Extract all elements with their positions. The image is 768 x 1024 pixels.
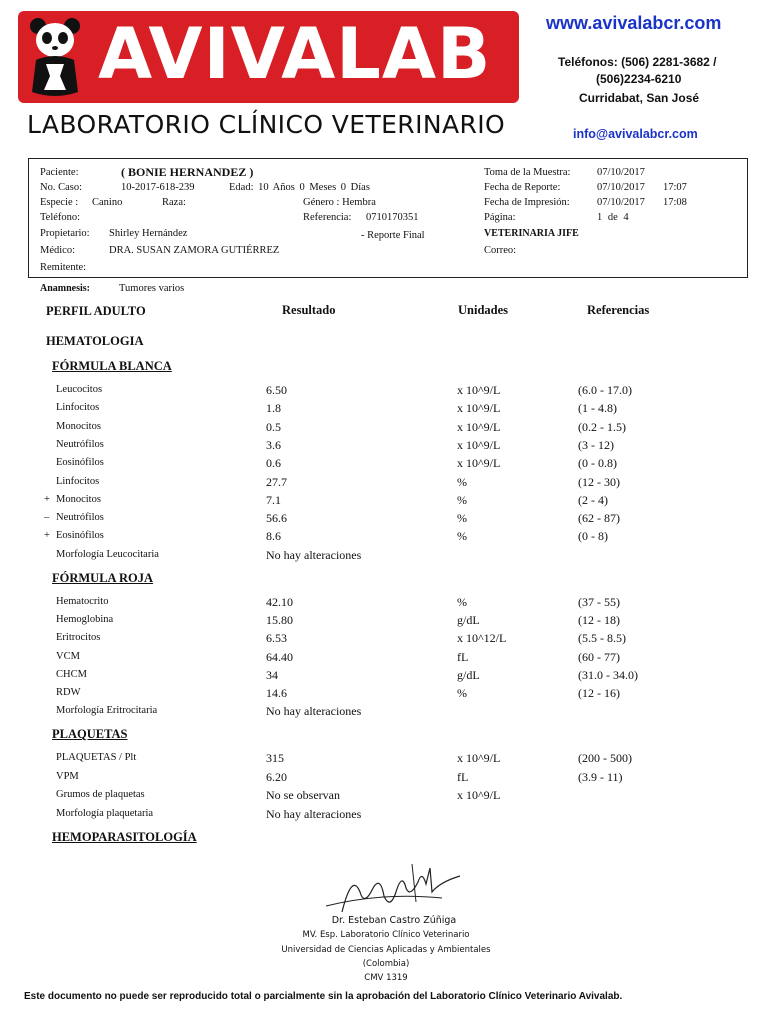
- raza-label: Raza:: [162, 197, 186, 208]
- result-name: VCM: [56, 650, 80, 662]
- result-name: Hemoglobina: [56, 614, 114, 626]
- result-name: Monocitos: [56, 420, 101, 432]
- anamnesis-value: Tumores varios: [119, 283, 185, 294]
- medico-value: DRA. SUSAN ZAMORA GUTIÉRREZ: [109, 245, 280, 256]
- signature-name: Dr. Esteban Castro Zúñiga: [331, 915, 457, 926]
- propietario-value: Shirley Hernández: [109, 228, 188, 239]
- result-reference: (31.0 - 34.0): [578, 667, 638, 682]
- result-name: Morfología plaquetaria: [56, 807, 154, 819]
- formula-roja-title: FÓRMULA ROJA: [52, 571, 154, 585]
- result-unit: x 10^9/L: [457, 437, 501, 452]
- signature-line-2: Universidad de Ciencias Aplicadas y Ambientales: [281, 945, 491, 955]
- fecha-reporte-time: 17:07: [663, 182, 687, 193]
- result-value: 3.6: [266, 437, 281, 452]
- phone-line-1: Teléfonos: (506) 2281-3682 /: [558, 55, 717, 69]
- toma-label: Toma de la Muestra:: [484, 167, 571, 178]
- result-name: Leucocitos: [56, 384, 103, 395]
- result-unit: %: [457, 511, 467, 526]
- result-name: Linfocitos: [56, 402, 100, 414]
- veterinaria-name: VETERINARIA JIFE: [484, 228, 579, 239]
- email-link[interactable]: info@avivalabcr.com: [573, 127, 698, 141]
- referencia-label: Referencia:: [303, 212, 352, 223]
- result-name: Eosinófilos: [56, 457, 104, 469]
- footer-disclaimer: Este documento no puede ser reproducido total o parcialmente sin la aprobación del Laboratorio Clínico Veterinario Avivalab.: [24, 991, 623, 1002]
- result-flag: –: [44, 512, 50, 524]
- result-unit: %: [457, 474, 467, 489]
- panda-logo-icon: [26, 16, 84, 100]
- handwritten-signature: [322, 862, 462, 920]
- result-name: CHCM: [56, 668, 87, 680]
- result-value: 6.53: [266, 631, 287, 646]
- result-name: RDW: [56, 687, 81, 698]
- result-reference: (12 - 18): [578, 613, 620, 628]
- result-value: 15.80: [266, 613, 293, 628]
- result-reference: (37 - 55): [578, 595, 620, 609]
- result-reference: (5.5 - 8.5): [578, 631, 626, 646]
- result-name: Neutrófilos: [56, 512, 104, 524]
- result-value: 64.40: [266, 649, 293, 664]
- column-perfil: PERFIL ADULTO: [46, 304, 146, 318]
- fecha-impresion-label: Fecha de Impresión:: [484, 197, 570, 208]
- edad: Edad: 10 Años 0 Meses 0 Días: [229, 182, 370, 193]
- phone-line-2: (506)2234-6210: [596, 72, 682, 86]
- result-name: Eritrocitos: [56, 632, 101, 644]
- result-unit: x 10^9/L: [457, 456, 501, 471]
- result-reference: (12 - 30): [578, 474, 620, 489]
- result-unit: g/dL: [457, 613, 480, 628]
- lab-subtitle: LABORATORIO CLÍNICO VETERINARIO: [27, 110, 506, 139]
- column-unidades: Unidades: [458, 303, 509, 317]
- result-value: 8.6: [266, 529, 281, 544]
- result-value: 14.6: [266, 686, 287, 700]
- result-value: 0.6: [266, 456, 281, 471]
- reporte-final: - Reporte Final: [361, 230, 425, 241]
- result-reference: (2 - 4): [578, 492, 608, 507]
- result-reference: (0 - 0.8): [578, 456, 617, 471]
- result-unit: x 10^12/L: [457, 631, 507, 646]
- paciente-label: Paciente:: [40, 167, 79, 178]
- result-unit: x 10^9/L: [457, 401, 501, 416]
- signature-line-1: MV. Esp. Laboratorio Clínico Veterinario: [302, 930, 470, 940]
- result-unit: %: [457, 529, 467, 544]
- fecha-reporte-label: Fecha de Reporte:: [484, 182, 561, 193]
- fecha-reporte-date: 07/10/2017: [597, 182, 645, 193]
- especie-value: Canino: [92, 197, 123, 208]
- result-value: 0.5: [266, 419, 281, 434]
- result-unit: fL: [457, 769, 469, 784]
- result-unit: x 10^9/L: [457, 419, 501, 434]
- result-value: 7.1: [266, 492, 281, 507]
- correo-label: Correo:: [484, 245, 517, 256]
- result-value: 34: [266, 667, 278, 682]
- result-value: 6.50: [266, 383, 287, 397]
- anamnesis-label: Anamnesis:: [40, 283, 91, 294]
- result-value: No hay alteraciones: [266, 547, 362, 562]
- result-name: Morfología Leucocitaria: [56, 548, 159, 560]
- result-reference: (0 - 8): [578, 529, 608, 544]
- pagina-label: Página:: [484, 212, 516, 223]
- result-reference: (62 - 87): [578, 511, 620, 526]
- column-resultado: Resultado: [282, 303, 336, 317]
- fecha-impresion-date: 07/10/2017: [597, 197, 645, 208]
- website-link[interactable]: www.avivalabcr.com: [546, 13, 722, 33]
- toma-value: 07/10/2017: [597, 167, 645, 178]
- result-name: Morfología Eritrocitaria: [56, 705, 158, 717]
- result-unit: fL: [457, 649, 469, 664]
- formula-blanca-title: FÓRMULA BLANCA: [52, 359, 172, 373]
- result-value: 42.10: [266, 595, 293, 609]
- fecha-impresion-time: 17:08: [663, 197, 687, 208]
- result-value: 6.20: [266, 769, 287, 784]
- remitente-label: Remitente:: [40, 262, 87, 273]
- referencia-value: 0710170351: [366, 212, 419, 223]
- signature-line-4: CMV 1319: [364, 973, 408, 983]
- hemoparasitologia-title: HEMOPARASITOLOGÍA: [52, 830, 197, 844]
- plaquetas-title: PLAQUETAS: [52, 727, 128, 741]
- result-reference: (200 - 500): [578, 751, 632, 765]
- result-reference: (3.9 - 11): [578, 769, 623, 784]
- paciente-value: ( BONIE HERNANDEZ ): [121, 165, 254, 179]
- result-value: No hay alteraciones: [266, 806, 362, 821]
- brand-name: AVIVALAB: [98, 13, 492, 95]
- genero: Género : Hembra: [303, 197, 376, 208]
- pagina-value: 1 de 4: [597, 212, 629, 223]
- column-referencias: Referencias: [587, 303, 650, 317]
- result-reference: (60 - 77): [578, 649, 620, 664]
- result-value: 1.8: [266, 401, 281, 416]
- location: Curridabat, San José: [579, 91, 700, 105]
- result-unit: x 10^9/L: [457, 751, 501, 765]
- result-name: Neutrófilos: [56, 438, 104, 450]
- result-unit: %: [457, 686, 467, 700]
- result-name: PLAQUETAS / Plt: [56, 752, 137, 763]
- caso-label: No. Caso:: [40, 182, 82, 193]
- medico-label: Médico:: [40, 245, 75, 256]
- result-name: Hematocrito: [56, 596, 109, 607]
- result-name: Grumos de plaquetas: [56, 789, 145, 801]
- result-name: Monocitos: [56, 493, 101, 505]
- result-unit: %: [457, 595, 467, 609]
- result-value: 27.7: [266, 474, 287, 489]
- result-value: 315: [266, 751, 284, 765]
- result-name: VPM: [56, 770, 79, 782]
- signature-line-3: (Colombia): [362, 959, 410, 969]
- result-flag: +: [44, 493, 50, 505]
- section-hematologia: HEMATOLOGIA: [46, 334, 144, 348]
- propietario-label: Propietario:: [40, 228, 90, 239]
- result-value: 56.6: [266, 511, 287, 526]
- result-reference: (1 - 4.8): [578, 401, 617, 416]
- result-name: Eosinófilos: [56, 530, 104, 542]
- result-value: No se observan: [266, 788, 340, 803]
- result-reference: (6.0 - 17.0): [578, 383, 632, 397]
- result-reference: (3 - 12): [578, 437, 614, 452]
- especie-label: Especie :: [40, 197, 79, 208]
- result-reference: (0.2 - 1.5): [578, 419, 626, 434]
- result-name: Linfocitos: [56, 475, 100, 487]
- result-flag: +: [44, 530, 50, 542]
- result-reference: (12 - 16): [578, 686, 620, 700]
- result-unit: x 10^9/L: [457, 788, 501, 803]
- caso-value: 10-2017-618-239: [121, 182, 195, 193]
- result-unit: g/dL: [457, 667, 480, 682]
- result-unit: x 10^9/L: [457, 383, 501, 397]
- result-value: No hay alteraciones: [266, 704, 362, 719]
- result-unit: %: [457, 492, 467, 507]
- telefono-label: Teléfono:: [40, 212, 81, 223]
